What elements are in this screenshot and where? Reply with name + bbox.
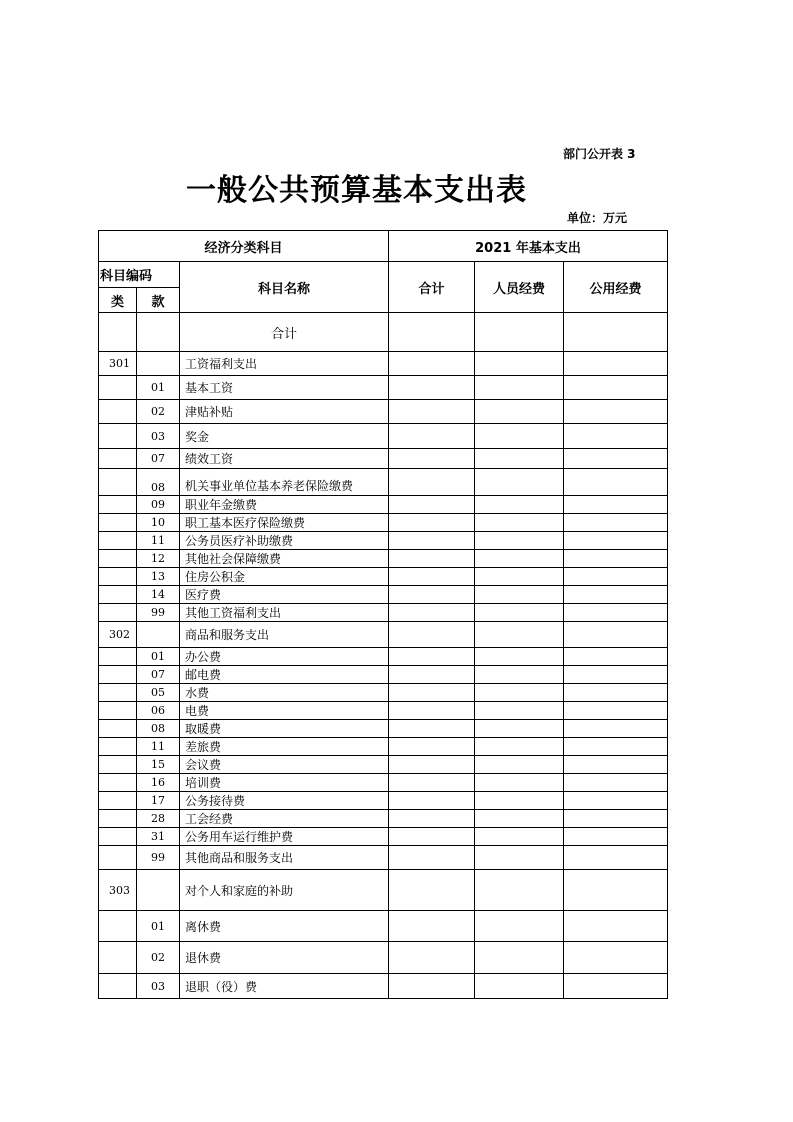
table-row: [99, 870, 668, 911]
subject-name-cell: 其他商品和服务支出: [180, 846, 389, 870]
personnel-cell: [475, 376, 564, 400]
lei-cell: [99, 666, 137, 684]
subject-name-cell: 会议费: [180, 756, 389, 774]
public-cell: [564, 828, 668, 846]
kuan-cell: [137, 870, 180, 911]
personnel-cell: [475, 666, 564, 684]
kuan-cell: 17: [137, 792, 180, 810]
subject-name-cell: 住房公积金: [180, 568, 389, 586]
public-cell: [564, 870, 668, 911]
kuan-cell: 06: [137, 702, 180, 720]
subject-name-cell: 津贴补贴: [180, 400, 389, 424]
lei-cell: [99, 424, 137, 449]
budget-table: [98, 230, 668, 999]
kuan-cell: [137, 352, 180, 376]
table-row: [99, 846, 668, 870]
lei-cell: [99, 756, 137, 774]
lei-cell: [99, 496, 137, 514]
kuan-header: 款: [137, 288, 180, 313]
kuan-cell: 16: [137, 774, 180, 792]
lei-cell: 303: [99, 870, 137, 911]
total-cell: [389, 846, 475, 870]
lei-cell: [99, 942, 137, 974]
total-cell: [389, 870, 475, 911]
personnel-cell: [475, 870, 564, 911]
kuan-cell: 10: [137, 514, 180, 532]
public-cell: [564, 550, 668, 568]
subject-name-cell: 取暖费: [180, 720, 389, 738]
subject-name-cell: 奖金: [180, 424, 389, 449]
total-cell: [389, 449, 475, 469]
personnel-cell: [475, 352, 564, 376]
kuan-cell: 01: [137, 911, 180, 942]
personnel-cell: [475, 684, 564, 702]
subject-name-cell: 工会经费: [180, 810, 389, 828]
subject-name-cell: 机关事业单位基本养老保险缴费: [180, 469, 389, 496]
total-cell: [389, 550, 475, 568]
total-cell: [389, 376, 475, 400]
personnel-cell: [475, 702, 564, 720]
personnel-cell: [475, 586, 564, 604]
year-expense-header: 2021 年基本支出: [389, 231, 668, 262]
total-cell: [389, 810, 475, 828]
kuan-cell: 01: [137, 376, 180, 400]
subject-name-cell: 差旅费: [180, 738, 389, 756]
lei-cell: [99, 376, 137, 400]
lei-cell: [99, 810, 137, 828]
table-row: [99, 702, 668, 720]
total-cell: [389, 352, 475, 376]
public-cell: [564, 376, 668, 400]
table-row: [99, 352, 668, 376]
kuan-cell: 07: [137, 666, 180, 684]
personnel-cell: [475, 810, 564, 828]
lei-cell: [99, 911, 137, 942]
kuan-cell: 02: [137, 400, 180, 424]
total-cell: [389, 720, 475, 738]
total-cell: [389, 684, 475, 702]
kuan-cell: 11: [137, 738, 180, 756]
total-cell: [389, 532, 475, 550]
public-cell: [564, 684, 668, 702]
kuan-cell: 31: [137, 828, 180, 846]
total-row-kuan: [137, 313, 180, 352]
kuan-cell: 12: [137, 550, 180, 568]
total-cell: [389, 568, 475, 586]
total-cell: [389, 942, 475, 974]
lei-cell: 302: [99, 622, 137, 648]
public-cell: [564, 604, 668, 622]
table-row: [99, 738, 668, 756]
lei-cell: [99, 604, 137, 622]
total-cell: [389, 514, 475, 532]
econ-class-header: 经济分类科目: [99, 231, 389, 262]
personnel-cell: [475, 550, 564, 568]
kuan-cell: 99: [137, 604, 180, 622]
table-row: [99, 400, 668, 424]
lei-cell: [99, 586, 137, 604]
subject-code-header: 科目编码: [99, 262, 180, 288]
total-cell: [389, 496, 475, 514]
personnel-cell: [475, 514, 564, 532]
public-cell: [564, 469, 668, 496]
kuan-cell: 08: [137, 720, 180, 738]
kuan-cell: 08: [137, 469, 180, 496]
table-row: [99, 550, 668, 568]
total-cell: [389, 974, 475, 999]
total-cell: [389, 424, 475, 449]
lei-cell: [99, 828, 137, 846]
lei-cell: [99, 738, 137, 756]
subject-name-cell: 其他工资福利支出: [180, 604, 389, 622]
lei-cell: [99, 774, 137, 792]
subject-name-cell: 医疗费: [180, 586, 389, 604]
total-row-public: [564, 313, 668, 352]
kuan-cell: 28: [137, 810, 180, 828]
lei-cell: [99, 846, 137, 870]
personnel-cell: [475, 648, 564, 666]
table-row: [99, 449, 668, 469]
lei-cell: [99, 469, 137, 496]
subject-name-cell: 公务员医疗补助缴费: [180, 532, 389, 550]
personnel-cell: [475, 604, 564, 622]
subject-name-cell: 职业年金缴费: [180, 496, 389, 514]
lei-cell: [99, 568, 137, 586]
page-title: 一般公共预算基本支出表: [186, 173, 527, 208]
table-row: [99, 720, 668, 738]
personnel-cell: [475, 532, 564, 550]
total-col-header: 合计: [389, 262, 475, 313]
subject-name-cell: 职工基本医疗保险缴费: [180, 514, 389, 532]
subject-name-cell: 公务接待费: [180, 792, 389, 810]
public-cell: [564, 666, 668, 684]
kuan-cell: 03: [137, 424, 180, 449]
table-row: [99, 376, 668, 400]
total-cell: [389, 756, 475, 774]
total-cell: [389, 604, 475, 622]
table-row: [99, 496, 668, 514]
public-cell: [564, 720, 668, 738]
total-cell: [389, 774, 475, 792]
total-cell: [389, 622, 475, 648]
table-row: [99, 774, 668, 792]
subject-name-cell: 离休费: [180, 911, 389, 942]
kuan-cell: 02: [137, 942, 180, 974]
personnel-cell: [475, 469, 564, 496]
lei-cell: [99, 648, 137, 666]
public-cell: [564, 568, 668, 586]
lei-cell: [99, 792, 137, 810]
kuan-cell: 11: [137, 532, 180, 550]
subject-name-cell: 邮电费: [180, 666, 389, 684]
unit-label: 单位：万元: [567, 211, 628, 225]
lei-cell: [99, 684, 137, 702]
total-cell: [389, 666, 475, 684]
subject-name-cell: 商品和服务支出: [180, 622, 389, 648]
table-row: [99, 684, 668, 702]
public-cell: [564, 400, 668, 424]
total-cell: [389, 586, 475, 604]
table-row: [99, 514, 668, 532]
total-cell: [389, 792, 475, 810]
public-cell: [564, 449, 668, 469]
form-number: 部门公开表 3: [563, 147, 636, 161]
public-cell: [564, 648, 668, 666]
subject-name-cell: 公务用车运行维护费: [180, 828, 389, 846]
subject-name-cell: 办公费: [180, 648, 389, 666]
personnel-cell: [475, 738, 564, 756]
total-cell: [389, 911, 475, 942]
kuan-cell: [137, 622, 180, 648]
personnel-cell: [475, 568, 564, 586]
public-cell: [564, 622, 668, 648]
total-cell: [389, 828, 475, 846]
public-cell: [564, 810, 668, 828]
table-row: [99, 469, 668, 496]
personnel-cell: [475, 774, 564, 792]
public-cell: [564, 911, 668, 942]
lei-cell: [99, 974, 137, 999]
personnel-col-header: 人员经费: [475, 262, 564, 313]
total-cell: [389, 648, 475, 666]
kuan-cell: 99: [137, 846, 180, 870]
table-row: [99, 828, 668, 846]
public-cell: [564, 846, 668, 870]
public-cell: [564, 974, 668, 999]
table-row: [99, 604, 668, 622]
public-cell: [564, 352, 668, 376]
personnel-cell: [475, 496, 564, 514]
public-cell: [564, 424, 668, 449]
public-cell: [564, 738, 668, 756]
subject-name-cell: 工资福利支出: [180, 352, 389, 376]
lei-cell: [99, 550, 137, 568]
personnel-cell: [475, 942, 564, 974]
personnel-cell: [475, 828, 564, 846]
kuan-cell: 09: [137, 496, 180, 514]
kuan-cell: 14: [137, 586, 180, 604]
lei-cell: [99, 720, 137, 738]
subject-name-header: 科目名称: [180, 262, 389, 313]
table-row: [99, 911, 668, 942]
lei-cell: [99, 514, 137, 532]
total-row-total: [389, 313, 475, 352]
table-row: [99, 810, 668, 828]
subject-name-cell: 退休费: [180, 942, 389, 974]
kuan-cell: 05: [137, 684, 180, 702]
lei-cell: 301: [99, 352, 137, 376]
subject-name-cell: 绩效工资: [180, 449, 389, 469]
public-cell: [564, 532, 668, 550]
kuan-cell: 03: [137, 974, 180, 999]
subject-name-cell: 培训费: [180, 774, 389, 792]
table-row: [99, 568, 668, 586]
personnel-cell: [475, 424, 564, 449]
table-row: [99, 622, 668, 648]
personnel-cell: [475, 911, 564, 942]
total-row-personnel: [475, 313, 564, 352]
subject-name-cell: 对个人和家庭的补助: [180, 870, 389, 911]
personnel-cell: [475, 974, 564, 999]
table-row: [99, 532, 668, 550]
public-cell: [564, 756, 668, 774]
total-cell: [389, 702, 475, 720]
lei-cell: [99, 532, 137, 550]
personnel-cell: [475, 449, 564, 469]
lei-cell: [99, 702, 137, 720]
table-row: [99, 792, 668, 810]
subject-name-cell: 其他社会保障缴费: [180, 550, 389, 568]
subject-name-cell: 退职（役）费: [180, 974, 389, 999]
public-cell: [564, 496, 668, 514]
lei-cell: [99, 449, 137, 469]
total-row-lei: [99, 313, 137, 352]
personnel-cell: [475, 622, 564, 648]
subject-name-cell: 水费: [180, 684, 389, 702]
table-row: [99, 666, 668, 684]
table-row: [99, 974, 668, 999]
public-cell: [564, 792, 668, 810]
public-cell: [564, 586, 668, 604]
lei-header: 类: [99, 288, 137, 313]
total-cell: [389, 400, 475, 424]
subject-name-cell: 基本工资: [180, 376, 389, 400]
public-cell: [564, 702, 668, 720]
total-cell: [389, 469, 475, 496]
public-col-header: 公用经费: [564, 262, 668, 313]
kuan-cell: 15: [137, 756, 180, 774]
kuan-cell: 01: [137, 648, 180, 666]
personnel-cell: [475, 756, 564, 774]
table-row: [99, 756, 668, 774]
table-row: [99, 586, 668, 604]
public-cell: [564, 774, 668, 792]
personnel-cell: [475, 846, 564, 870]
personnel-cell: [475, 720, 564, 738]
subject-name-cell: 电费: [180, 702, 389, 720]
table-row: [99, 648, 668, 666]
total-row-label: 合计: [180, 313, 389, 352]
total-cell: [389, 738, 475, 756]
kuan-cell: 13: [137, 568, 180, 586]
lei-cell: [99, 400, 137, 424]
personnel-cell: [475, 792, 564, 810]
kuan-cell: 07: [137, 449, 180, 469]
personnel-cell: [475, 400, 564, 424]
table-row: [99, 424, 668, 449]
table-row: [99, 942, 668, 974]
public-cell: [564, 514, 668, 532]
public-cell: [564, 942, 668, 974]
